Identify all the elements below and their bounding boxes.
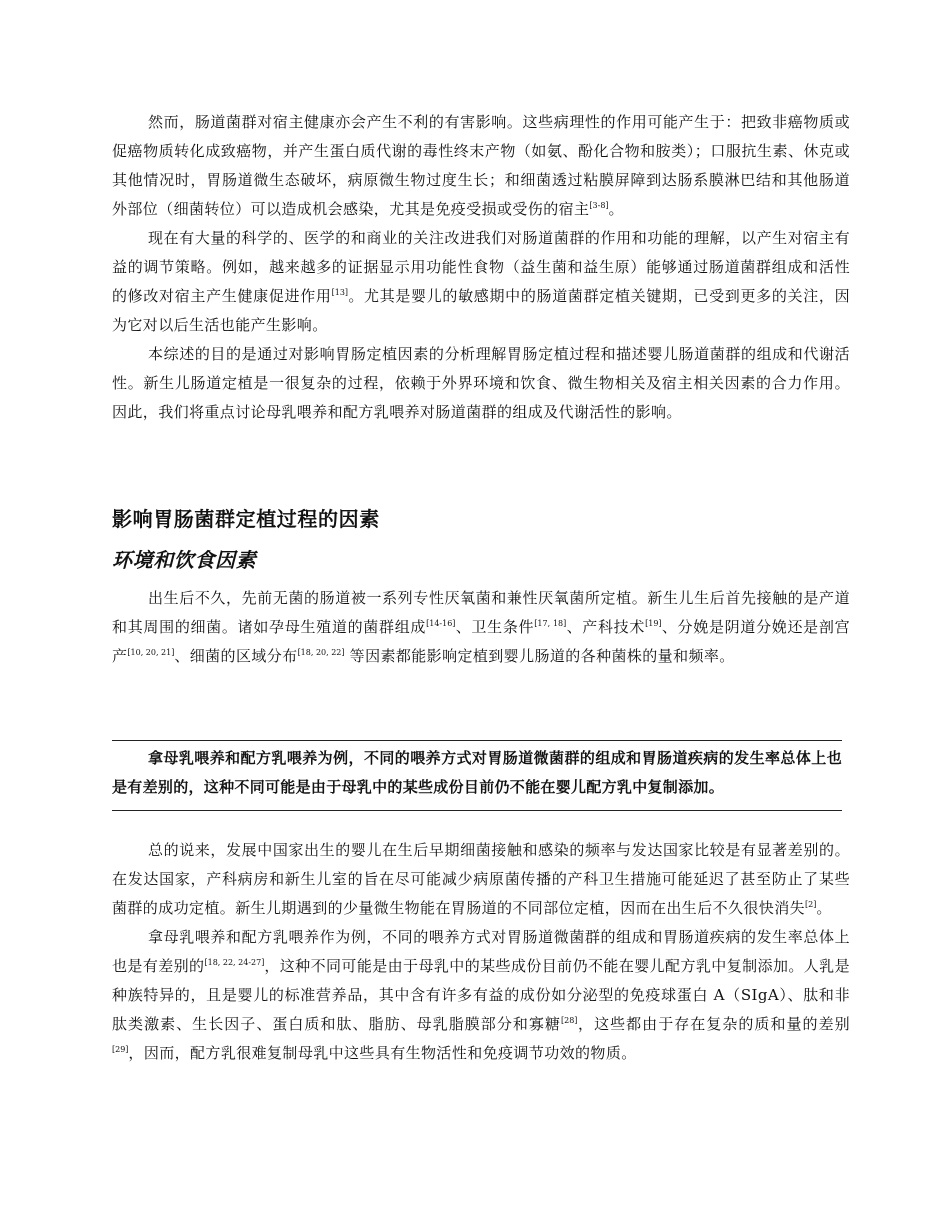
paragraph-later-1	[112, 836, 850, 923]
citation[interactable]: [10, 20, 21]	[127, 648, 175, 657]
environment-section	[112, 584, 850, 671]
paragraph-text: ，因而，配方乳很难复制母乳中这些具有生物活性和免疫调节功效的物质。	[128, 1044, 637, 1062]
paragraph-text: 。	[816, 899, 832, 917]
paragraph-text: 总的说来，发展中国家出生的婴儿在生后早期细菌接触和感染的频率与发达国家比较是有显著差别的。在发达国家，产科病房和新生儿室的旨在尽可能减少病原菌传播的产科卫生措施可能延迟了甚至防止了某些菌群的成功定植。新生儿期遇到的少量微生物能在胃肠道的不同部位定植，因而在出生后不久很快消失	[112, 841, 850, 917]
paragraph-text: 。尤其是婴儿的敏感期中的肠道菌群定植关键期，已受到更多的关注，因为它对以后生活也能产生影响。	[112, 287, 850, 334]
paragraph-intro-2	[112, 224, 850, 340]
section-heading: 影响胃肠菌群定植过程的因素	[112, 507, 380, 531]
paragraph-text: 、卫生条件	[455, 618, 535, 636]
paragraph-text: 出生后不久，先前无菌的肠道被一系列专性厌氧菌和兼性厌氧菌所定植。新生儿生后首先接触的是产道和其周围的细菌。诸如孕母生殖道的菌群组成	[112, 589, 850, 636]
paragraph-text: 拿母乳喂养和配方乳喂养作为例，不同的喂养方式对胃肠道微菌群的组成和胃肠道疾病的发生率总体上也是有差别的	[112, 928, 850, 975]
citation[interactable]: [2]	[805, 900, 817, 909]
pull-quote	[112, 740, 842, 811]
paragraph-text: 等因素都能影响定植到婴儿肠道的各种菌株的量和频率。	[344, 647, 735, 665]
paragraph-text: 本综述的目的是通过对影响胃肠定植因素的分析理解胃肠定植过程和描述婴儿肠道菌群的组成和代谢活性。新生儿肠道定植是一很复杂的过程，依赖于外界环境和饮食、微生物相关及宿主相关因素的合力作用。因此，我们将重点讨论母乳喂养和配方乳喂养对肠道菌群的组成及代谢活性的影响。	[112, 345, 850, 421]
paragraph-text: 然而，肠道菌群对宿主健康亦会产生不利的有害影响。这些病理性的作用可能产生于：把致非癌物质或促癌物质转化成致癌物，并产生蛋白质代谢的毒性终末产物（如氨、酚化合物和胺类）；口服抗生素、休克或其他情况时，胃肠道微生态破坏，病原微生物过度生长；和细菌透过粘膜屏障到达肠系膜淋巴结和其他肠道外部位（细菌转位）可以造成机会感染，尤其是免疫受损或受伤的宿主	[112, 113, 850, 218]
citation[interactable]: [3-8]	[589, 201, 609, 210]
feeding-section	[112, 836, 850, 1068]
intro-section	[112, 108, 850, 427]
citation[interactable]: [18, 22, 24-27]	[204, 958, 265, 967]
paragraph-intro-1	[112, 108, 850, 224]
citation[interactable]: [29]	[112, 1045, 129, 1054]
paragraph-text: 。	[608, 200, 624, 218]
citation[interactable]: [19]	[645, 619, 662, 628]
paragraph-later-2	[112, 923, 850, 1068]
citation[interactable]: [14-16]	[426, 619, 456, 628]
paragraph-text: ，这些都由于存在复杂的质和量的差别	[577, 1015, 850, 1033]
paragraph-text: 、分娩是阴道分娩还是剖宫产	[112, 618, 850, 665]
citation[interactable]: [28]	[560, 1016, 578, 1025]
paragraph-intro-3	[112, 340, 850, 427]
citation[interactable]: [17, 18]	[534, 619, 567, 628]
paragraph-text: 、产科技术	[566, 618, 646, 636]
paragraph-text: ，这种不同可能是由于母乳中的某些成份目前仍不能在婴儿配方乳中复制添加。人乳是种族特异的，且是婴儿的标准营养品，其中含有许多有益的成份如分泌型的免疫球蛋白 A（SIgA）、肽和非肽类激素、生长因子、蛋白质和肽、脂肪、母乳脂膜部分和寡糖	[112, 957, 850, 1033]
paragraph-text: 、细菌的区域分布	[174, 647, 298, 665]
citation[interactable]: [13]	[331, 288, 349, 297]
paragraph-environment	[112, 584, 850, 671]
pull-quote-text: 拿母乳喂养和配方乳喂养为例，不同的喂养方式对胃肠道微菌群的组成和胃肠道疾病的发生率总体上也是有差别的，这种不同可能是由于母乳中的某些成份目前仍不能在婴儿配方乳中复制添加。	[112, 749, 842, 796]
section-subheading: 环境和饮食因素	[112, 548, 257, 572]
citation[interactable]: [18, 20, 22]	[297, 648, 345, 657]
paragraph-text: 现在有大量的科学的、医学的和商业的关注改进我们对肠道菌群的作用和功能的理解，以产生对宿主有益的调节策略。例如，越来越多的证据显示用功能性食物（益生菌和益生原）能够通过肠道菌群组成和活性的修改对宿主产生健康促进作用	[112, 229, 850, 305]
